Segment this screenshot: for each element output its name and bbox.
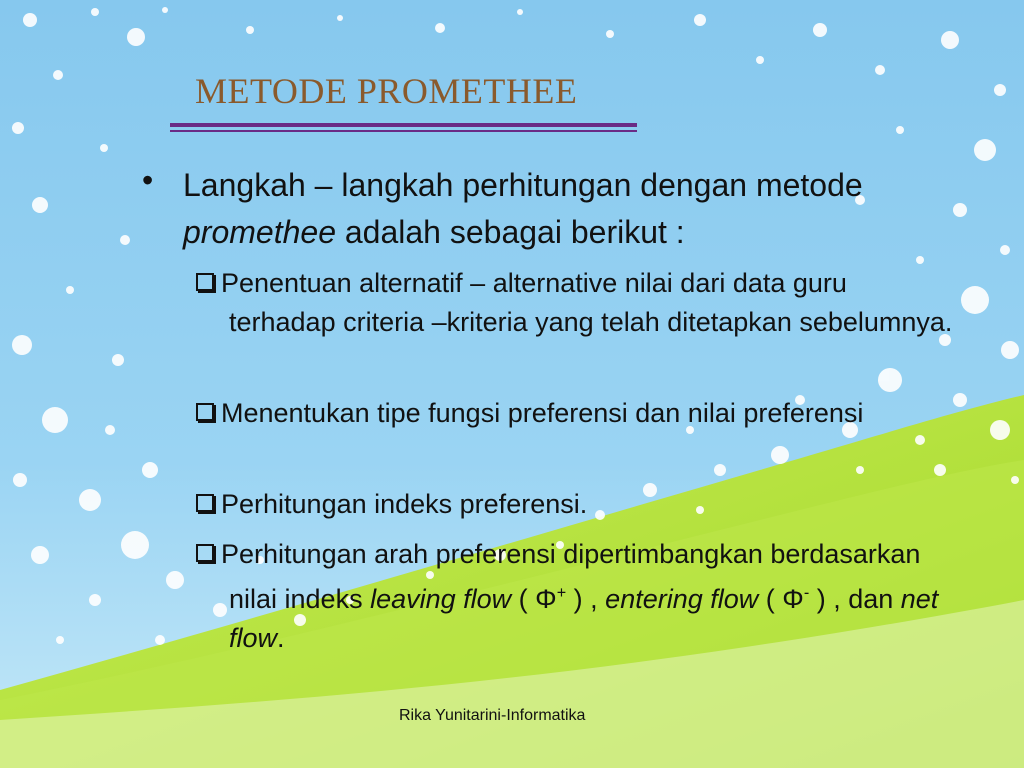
- step-3: [196, 485, 956, 524]
- step-4-text-e: ) , dan: [809, 584, 901, 614]
- checkbox-bullet-icon: [196, 273, 214, 291]
- step-1: [196, 264, 956, 342]
- step-3-text: Perhitungan indeks preferensi.: [221, 489, 588, 519]
- checkbox-bullet-icon: [196, 544, 214, 562]
- bullet-dot: •: [142, 162, 154, 198]
- entering-flow-term: entering flow: [605, 584, 759, 614]
- step-4: [196, 535, 956, 658]
- checkbox-bullet-icon: [196, 403, 214, 421]
- step-2: [196, 394, 956, 433]
- slide-title: METODE PROMETHEE: [195, 71, 578, 111]
- main-bullet-part2: adalah sebagai berikut :: [335, 214, 685, 250]
- title-underline-thin: [170, 130, 637, 132]
- title-underline-thick: [170, 123, 637, 127]
- main-bullet-text: [183, 162, 983, 256]
- phi-plus-sup: +: [556, 584, 567, 602]
- step-4-text-a: Perhitungan arah preferensi dipertimbangkan berdasarkan nilai indeks: [221, 539, 921, 614]
- net-flow-term: net flow: [229, 584, 939, 653]
- step-2-text: Menentukan tipe fungsi preferensi dan nilai preferensi: [221, 398, 864, 428]
- checkbox-bullet-icon: [196, 494, 214, 512]
- step-4-text-b: ( Φ: [511, 584, 557, 614]
- phi-minus-sup: -: [803, 584, 810, 602]
- slide-footer: Rika Yunitarini-Informatika: [399, 707, 586, 724]
- main-bullet-part1: Langkah – langkah perhitungan dengan metode: [183, 167, 863, 203]
- step-4-text-d: ( Φ: [758, 584, 804, 614]
- step-4-text-f: .: [277, 623, 285, 653]
- step-4-text-c: ) ,: [566, 584, 606, 614]
- main-bullet-italic: promethee: [183, 214, 336, 250]
- leaving-flow-term: leaving flow: [370, 584, 512, 614]
- step-1-text: Penentuan alternatif – alternative nilai dari data guru terhadap criteria –kriteria yang telah ditetapkan sebelumnya.: [221, 268, 953, 337]
